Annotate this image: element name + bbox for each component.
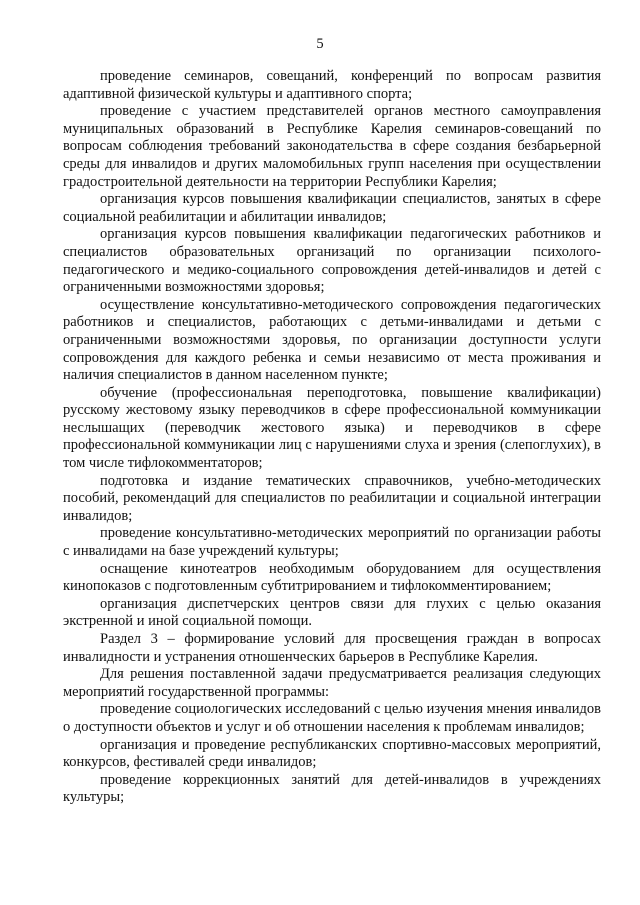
paragraph: осуществление консультативно-методического сопровождения педагогических работников и специалистов, работающих с детьми-инвалидами и детьми с ограниченными возможностями здоровья, по организации доступности услуги сопровождения для каждого ребенка и семьи независимо от места проживания и наличия специалистов в данном населенном пункте; — [63, 296, 601, 384]
paragraph: обучение (профессиональная переподготовка, повышение квалификации) русскому жестовому языку переводчиков в сфере профессиональной коммуникации неслышащих (переводчик жестового языка) и переводчиков в сфере профессиональной коммуникации лиц с нарушениями слуха и зрения (слепоглухих), в том числе тифлокомментаторов; — [63, 384, 601, 472]
paragraph: оснащение кинотеатров необходимым оборудованием для осуществления кинопоказов с подготовленным субтитрированием и тифлокомментированием; — [63, 560, 601, 595]
paragraph: проведение с участием представителей органов местного самоуправления муниципальных образований в Республике Карелия семинаров-совещаний по вопросам соблюдения требований законодательства в сфере создания безбарьерной среды для инвалидов и других маломобильных групп населения при осуществлении градостроительной деятельности на территории Республики Карелия; — [63, 103, 601, 190]
paragraph: Для решения поставленной задачи предусматривается реализация следующих мероприятий государственной программы: — [63, 666, 601, 700]
paragraph: организация курсов повышения квалификации педагогических работников и специалистов образовательных организаций по организации психолого-педагогического и медико-социального сопровождения детей-инвалидов и детей с ограниченными возможностями здоровья; — [63, 226, 601, 296]
paragraph: проведение коррекционных занятий для детей-инвалидов в учреждениях культуры; — [63, 771, 601, 806]
page-number: 5 — [316, 36, 324, 52]
paragraph: организация и проведение республиканских спортивно-массовых мероприятий, конкурсов, фестивалей среди инвалидов; — [63, 736, 601, 771]
paragraph: проведение семинаров, совещаний, конференций по вопросам развития адаптивной физической культуры и адаптивного спорта; — [63, 68, 601, 102]
section-heading-paragraph: Раздел 3 – формирование условий для просвещения граждан в вопросах инвалидности и устранения отношенческих барьеров в Республике Карелия. — [63, 631, 601, 665]
paragraph: проведение социологических исследований с целью изучения мнения инвалидов о доступности объектов и услуг и об отношении населения к проблемам инвалидов; — [63, 701, 601, 735]
paragraph: организация курсов повышения квалификации специалистов, занятых в сфере социальной реабилитации и абилитации инвалидов; — [63, 191, 601, 225]
document-body — [63, 68, 601, 807]
paragraph: подготовка и издание тематических справочников, учебно-методических пособий, рекомендаций для специалистов по реабилитации и социальной интеграции инвалидов; — [63, 472, 601, 524]
paragraph: организация диспетчерских центров связи для глухих с целью оказания экстренной и иной социальной помощи. — [63, 595, 601, 630]
paragraph: проведение консультативно-методических мероприятий по организации работы с инвалидами на базе учреждений культуры; — [63, 525, 601, 560]
